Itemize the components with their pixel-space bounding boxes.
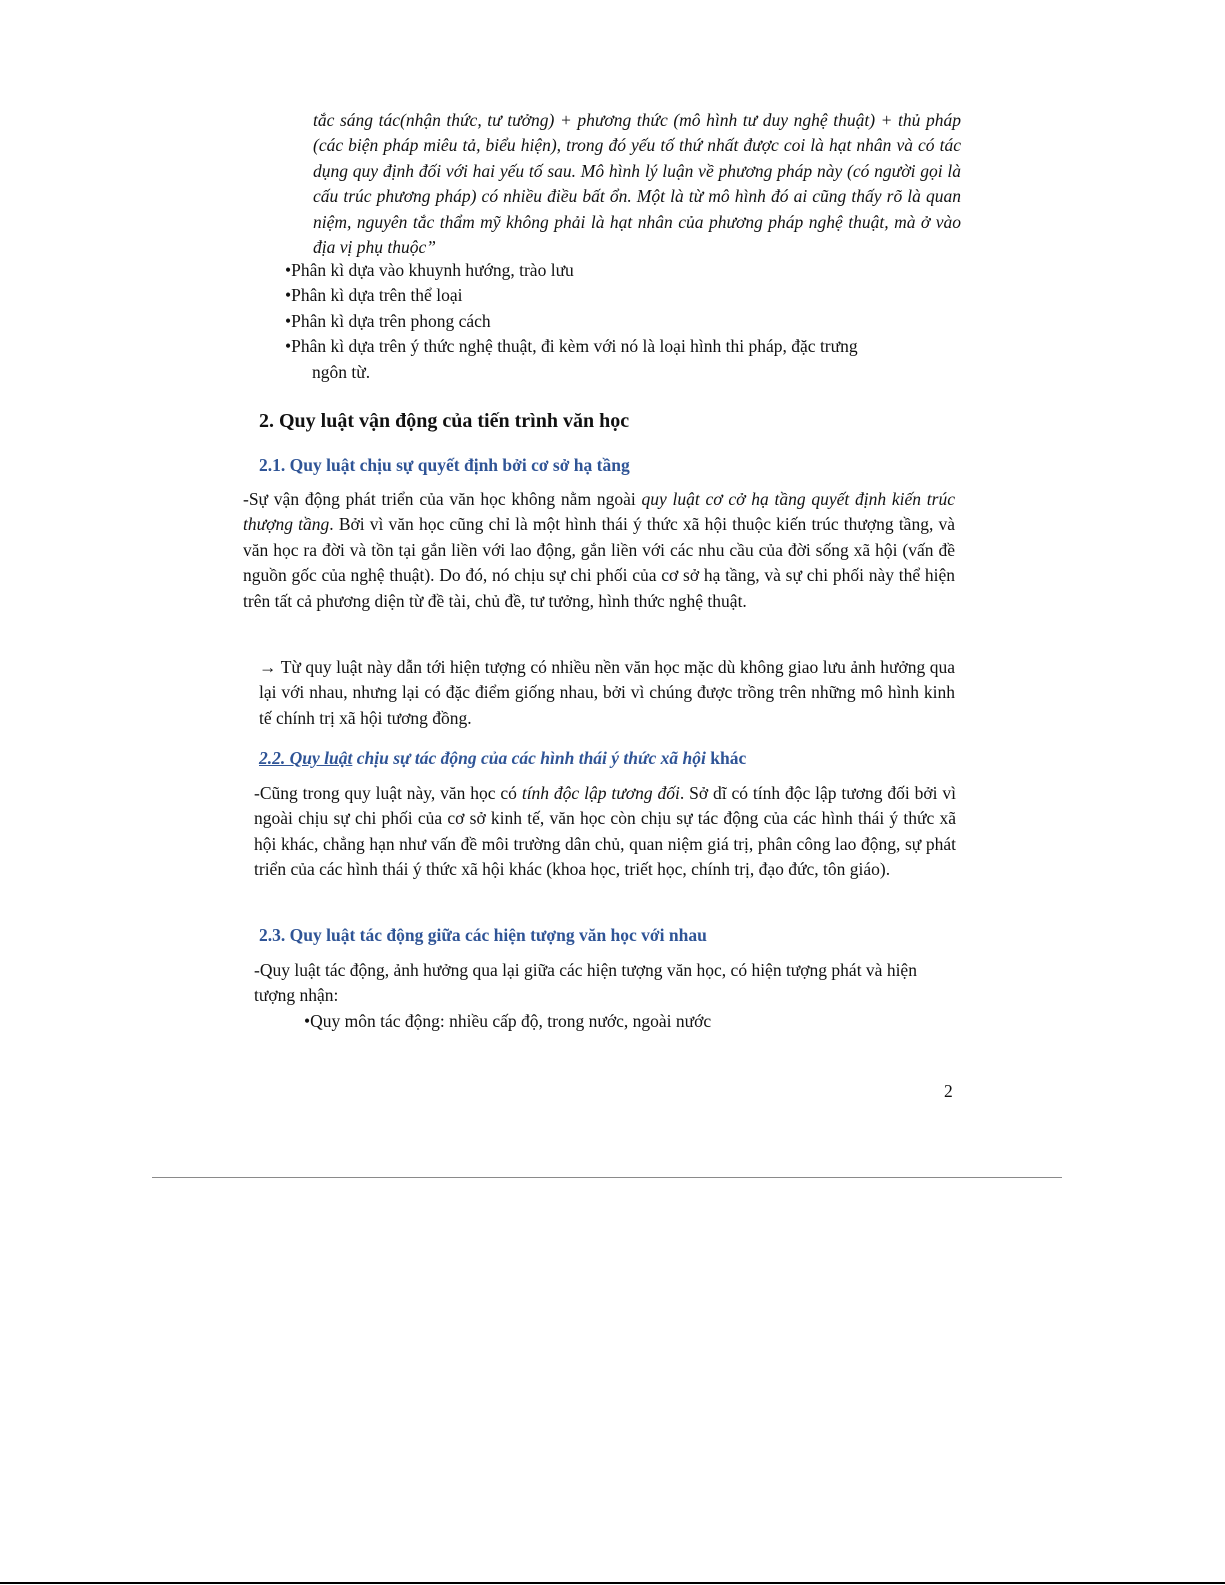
- bullet-item: •Quy môn tác động: nhiều cấp độ, trong nước, ngoài nước: [304, 1011, 712, 1031]
- paragraph-text: . Sở dĩ có tính độc lập tương đối bởi vì ngoài chịu sự chi phối của cơ sở kinh tế, văn học còn chịu sự tác động của các hình thái ý thức xã hội khác, chẳng hạn như vấn đề môi trường dân chủ, quan niệm giá trị, phân công lao động, sự phát triển của các hình thái ý thức xã hội khác (khoa học, triết học, chính trị, đạo đức, tôn giáo).: [254, 783, 956, 880]
- section-heading: 2. Quy luật vận động của tiến trình văn học: [259, 410, 630, 432]
- subsection-heading-2-3: 2.3. Quy luật tác động giữa các hiện tượng văn học với nhau: [259, 925, 707, 945]
- bottom-edge-line: [0, 1582, 1225, 1584]
- bullet-item: •Phân kì dựa vào khuynh hướng, trào lưu: [285, 260, 574, 280]
- heading-part: khác: [705, 748, 747, 768]
- paragraph-2-2: [254, 781, 956, 883]
- quote-paragraph: tắc sáng tác(nhận thức, tư tưởng) + phương thức (mô hình tư duy nghệ thuật) + thủ pháp (các biện pháp miêu tả, biểu hiện), trong đó yếu tố thứ nhất được coi là hạt nhân và có tác dụng quy định đối với hai yếu tố sau. Mô hình lý luận về phương pháp này (có người gọi là cấu trúc phương pháp) có nhiều điều bất ổn. Một là từ mô hình đó ai cũng thấy rõ là quan niệm, nguyên tắc thẩm mỹ không phải là hạt nhân của phương pháp nghệ thuật, mà ở vào địa vị phụ thuộc”: [313, 110, 961, 258]
- paragraph-2-3: -Quy luật tác động, ảnh hưởng qua lại giữa các hiện tượng văn học, có hiện tượng phát và hiện tượng nhận:: [254, 960, 917, 1006]
- paragraph-2-1: [243, 487, 955, 614]
- paragraph-text: -Cũng trong quy luật này, văn học có: [254, 783, 522, 803]
- paragraph-text: -Sự vận động phát triển của văn học không nằm ngoài: [243, 489, 642, 509]
- paragraph-italic-term: tính độc lập tương đối: [521, 783, 680, 803]
- arrow-icon: →: [259, 657, 277, 677]
- bullet-list: [285, 258, 965, 385]
- page-divider: [152, 1177, 1062, 1178]
- paragraph-text: . Bởi vì văn học cũng chỉ là một hình thái ý thức xã hội thuộc kiến trúc thượng tầng, và văn học ra đời và tồn tại gắn liền với lao động, gắn liền với các nhu cầu của đời sống xã hội (vấn đề nguồn gốc của nghệ thuật). Do đó, nó chịu sự chi phối của cơ sở hạ tầng, và sự chi phối này thể hiện trên tất cả phương diện từ đề tài, chủ đề, tư tưởng, hình thức nghệ thuật.: [243, 514, 956, 611]
- page-number: 2: [944, 1081, 953, 1101]
- paragraph-text: Từ quy luật này dẫn tới hiện tượng có nhiều nền văn học mặc dù không giao lưu ảnh hưởng qua lại với nhau, nhưng lại có đặc điểm giống nhau, bởi vì chúng được trồng trên những mô hình kinh tế chính trị xã hội tương đồng.: [259, 657, 955, 728]
- bullet-item: •Phân kì dựa trên phong cách: [285, 310, 491, 331]
- heading-part: chịu sự tác động của các hình thái ý thức xã hội: [352, 748, 706, 768]
- subsection-heading-2-2: [259, 748, 746, 769]
- bullet-item-continuation: ngôn từ.: [312, 361, 371, 382]
- paragraph-italic-term: quy luật cơ cở hạ tầng quyết định kiến trúc thượng tầng: [243, 489, 955, 535]
- bullet-item-text: •Phân kì dựa trên ý thức nghệ thuật, đi kèm với nó là loại hình thi pháp, đặc trưng: [285, 336, 858, 357]
- bullet-item: •Phân kì dựa trên thể loại: [285, 285, 463, 306]
- heading-underlined-part: 2.2. Quy luật: [259, 748, 353, 768]
- conclusion-paragraph: [259, 655, 955, 731]
- subsection-heading-2-1: 2.1. Quy luật chịu sự quyết định bởi cơ sở hạ tầng: [259, 455, 630, 475]
- bullet-item: [285, 334, 965, 385]
